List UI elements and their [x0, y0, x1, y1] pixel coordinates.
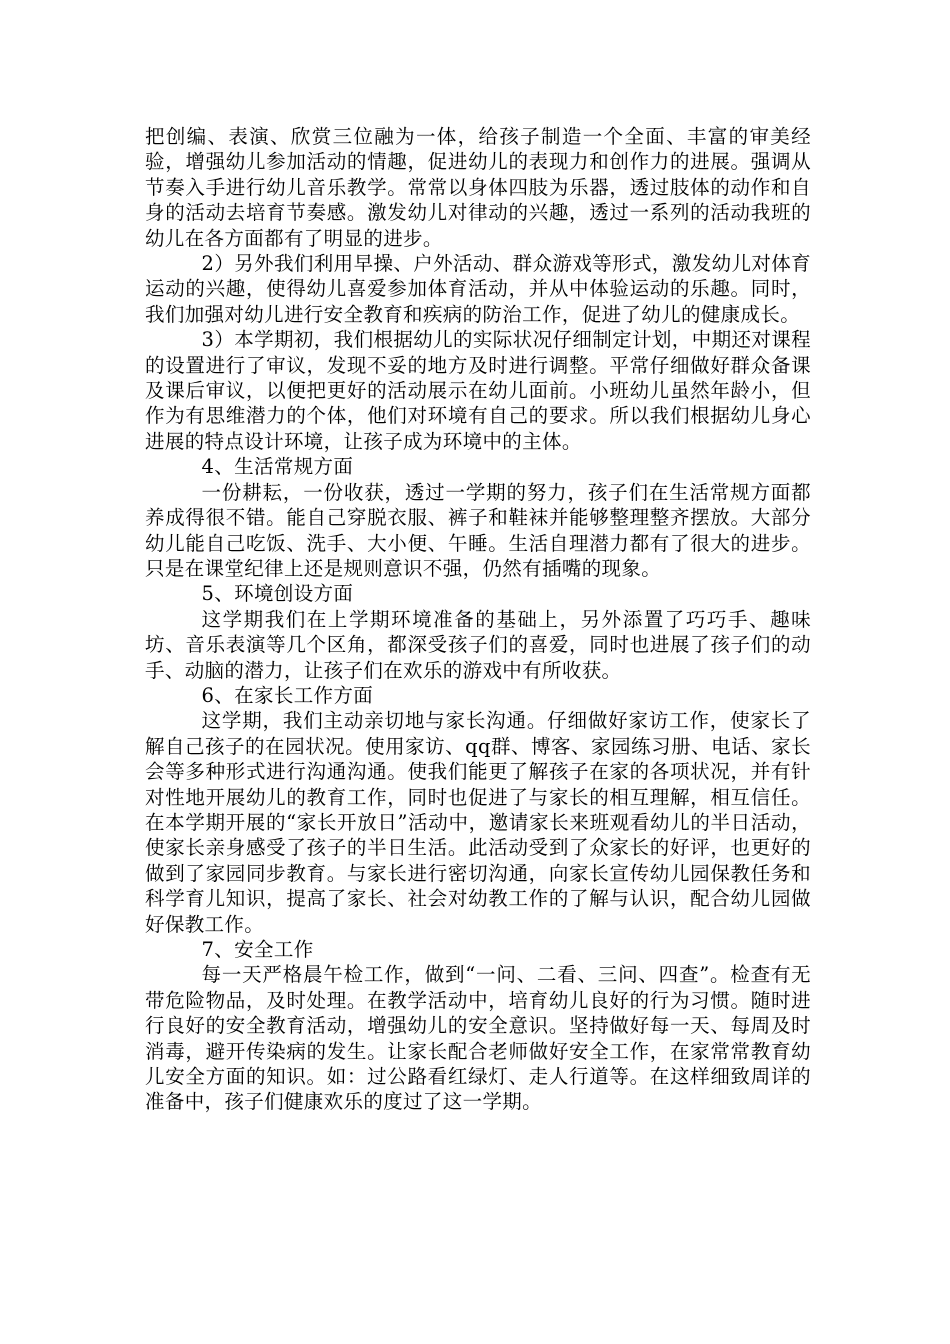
paragraph-daily-routine: 一份耕耘，一份收获，透过一学期的努力，孩子们在生活常规方面都养成得很不错。能自己穿脱衣服、裤子和鞋袜并能够整理整齐摆放。大部分幼儿能自己吃饭、洗手、大小便、午睡。生活自理潜力都有了很大的进步。只是在课堂纪律上还是规则意识不强，仍然有插嘴的现象。	[145, 480, 811, 580]
paragraph-physical-activity: 2）另外我们利用早操、户外活动、群众游戏等形式，激发幼儿对体育运动的兴趣，使得幼儿喜爱参加体育活动，并从中体验运动的乐趣。同时，我们加强对幼儿进行安全教育和疾病的防治工作，促进了幼儿的健康成长。	[145, 252, 811, 326]
paragraph-parent-work: 这学期，我们主动亲切地与家长沟通。仔细做好家访工作，使家长了解自己孩子的在园状况。使用家访、qq群、博客、家园练习册、电话、家长会等多种形式进行沟通沟通。使我们能更了解孩子在家的各项状况，并有针对性地开展幼儿的教育工作，同时也促进了与家长的相互理解，相互信任。在本学期开展的“家长开放日”活动中，邀请家长来班观看幼儿的半日活动，使家长亲身感受了孩子的半日生活。此活动受到了众家长的好评，也更好的做到了家园同步教育。与家长进行密切沟通，向家长宣传幼儿园保教任务和科学育儿知识，提高了家长、社会对幼教工作的了解与认识，配合幼儿园做好保教工作。	[145, 709, 811, 936]
document-body	[145, 124, 811, 1115]
heading-safety: 7、安全工作	[201, 938, 314, 961]
paragraph-environment: 这学期我们在上学期环境准备的基础上，另外添置了巧巧手、趣味坊、音乐表演等几个区角，都深受孩子们的喜爱，同时也进展了孩子们的动手、动脑的潜力，让孩子们在欢乐的游戏中有所收获。	[145, 607, 811, 682]
heading-environment: 5、环境创设方面	[201, 582, 354, 606]
heading-daily-routine: 4、生活常规方面	[201, 455, 354, 479]
paragraph-curriculum-planning: 3）本学期初，我们根据幼儿的实际状况仔细制定计划，中期还对课程的设置进行了审议，发现不妥的地方及时进行调整。平常仔细做好群众备课及课后审议，以便把更好的活动展示在幼儿面前。小班幼儿虽然年龄小，但作为有思维潜力的个体，他们对环境有自己的要求。所以我们根据幼儿身心进展的特点设计环境，让孩子成为环境中的主体。	[145, 328, 811, 453]
heading-parent-work: 6、在家长工作方面	[201, 683, 374, 707]
paragraph-safety: 每一天严格晨午检工作，做到“一问、二看、三问、四查”。检查有无带危险物品，及时处理。在教学活动中，培育幼儿良好的行为习惯。随时进行良好的安全教育活动，增强幼儿的安全意识。坚持做好每一天、每周及时消毒，避开传染病的发生。让家长配合老师做好安全工作，在家常常教育幼儿安全方面的知识。如：过公路看红绿灯、走人行道等。在这样细致周详的准备中，孩子们健康欢乐的度过了这一学期。	[145, 963, 811, 1114]
paragraph-music-education: 把创编、表演、欣赏三位融为一体，给孩子制造一个全面、丰富的审美经验，增强幼儿参加活动的情趣，促进幼儿的表现力和创作力的进展。强调从节奏入手进行幼儿音乐教学。常常以身体四肢为乐器，透过肢体的动作和自身的活动去培育节奏感。激发幼儿对律动的兴趣，透过一系列的活动我班的幼儿在各方面都有了明显的进步。	[145, 125, 811, 250]
